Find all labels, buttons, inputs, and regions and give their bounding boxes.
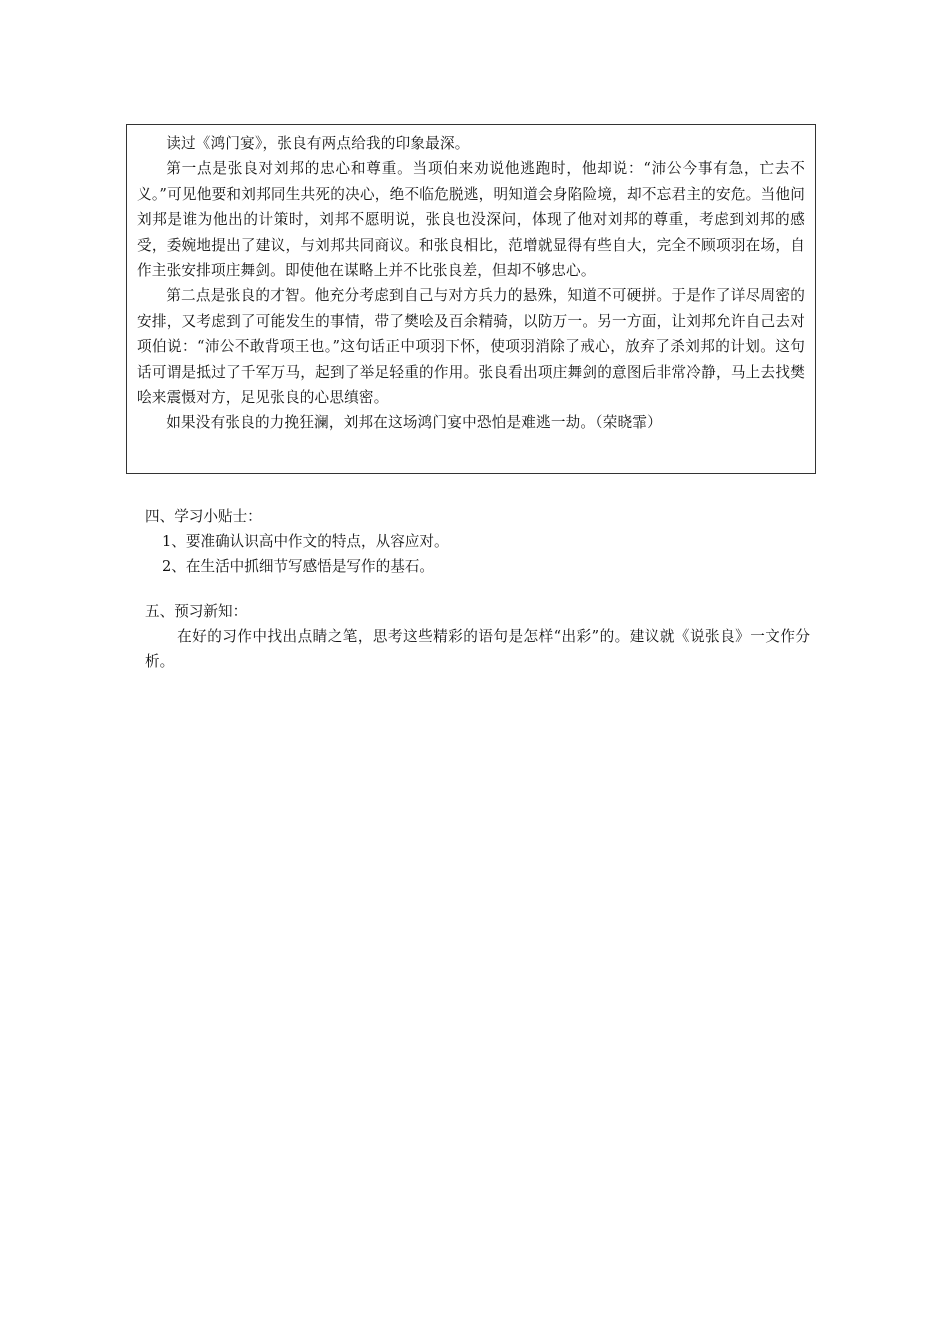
essay-paragraph-loyalty: 第一点是张良对刘邦的忠心和尊重。当项伯来劝说他逃跑时，他却说：“沛公今事有急，亡去不义。”可见他要和刘邦同生共死的决心，绝不临危脱逃，明知道会身陷险境，却不忘君主的安危。当他问刘邦是谁为他出的计策时，刘邦不愿明说，张良也没深问，体现了他对刘邦的尊重，考虑到刘邦的感受，委婉地提出了建议，与刘邦共同商议。和张良相比，范增就显得有些自大，完全不顾项羽在场，自作主张安排项庄舞剑。即使他在谋略上并不比张良差，但却不够忠心。 <box>137 160 805 280</box>
tips-item: 1、要准确认识高中作文的特点，从容应对。 <box>162 533 449 550</box>
tips-heading: 四、学习小贴士： <box>145 508 262 525</box>
preview-heading: 五、预习新知： <box>145 603 248 620</box>
tips-item: 2、在生活中抓细节写感悟是写作的基石。 <box>162 558 434 575</box>
essay-paragraph-intro: 读过《鸿门宴》，张良有两点给我的印象最深。 <box>166 135 470 152</box>
preview-section <box>145 599 810 674</box>
tips-section <box>145 504 810 579</box>
essay-box <box>126 124 816 474</box>
essay-paragraph-wisdom: 第二点是张良的才智。他充分考虑到自己与对方兵力的悬殊，知道不可硬拼。于是作了详尽周密的安排，又考虑到了可能发生的事情，带了樊哙及百余精骑，以防万一。另一方面，让刘邦允许自己去对项伯说：“沛公不敢背项王也。”这句话正中项羽下怀，使项羽消除了戒心，放弃了杀刘邦的计划。这句话可谓是抵过了千军万马，起到了举足轻重的作用。张良看出项庄舞剑的意图后非常冷静，马上去找樊哙来震慑对方，足见张良的心思缜密。 <box>137 287 805 407</box>
essay-paragraph-conclusion: 如果没有张良的力挽狂澜，刘邦在这场鸿门宴中恐怕是难逃一劫。（荣晓霏） <box>166 414 662 432</box>
preview-text: 在好的习作中找出点睛之笔，思考这些精彩的语句是怎样“出彩”的。建议就《说张良》一文作分析。 <box>145 628 810 670</box>
